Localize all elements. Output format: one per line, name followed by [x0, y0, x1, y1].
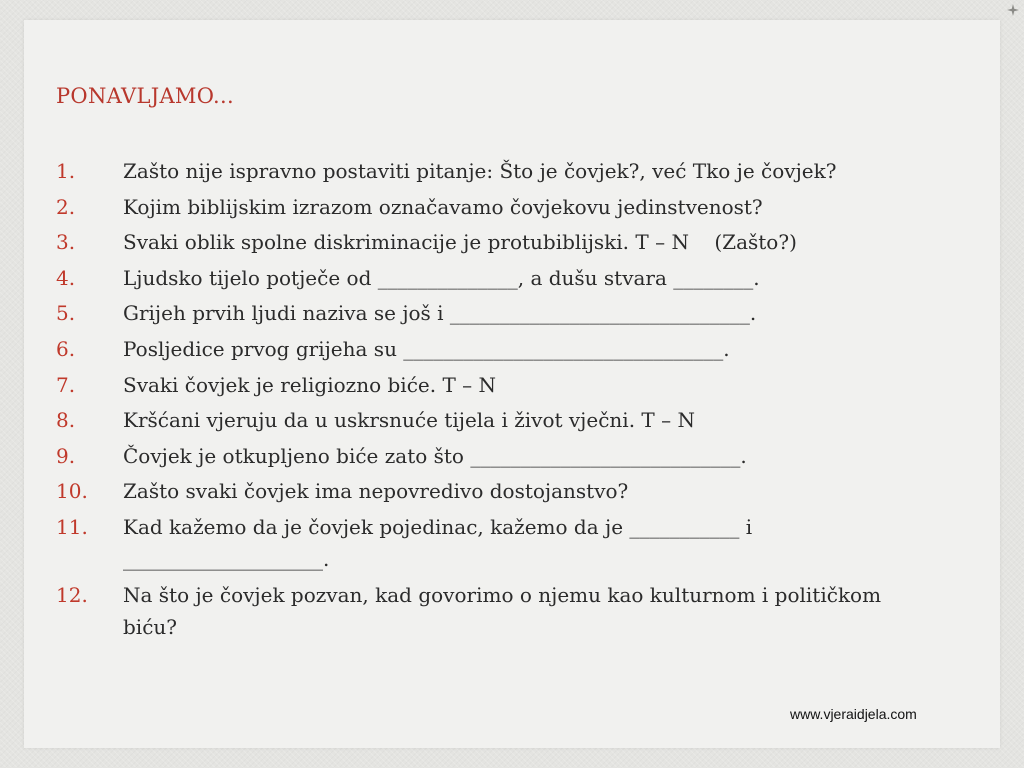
list-item: [56, 155, 936, 187]
item-number: 11.: [56, 514, 88, 539]
list-item: [56, 511, 936, 575]
list-item: [56, 191, 936, 223]
item-number: 10.: [56, 479, 88, 504]
item-number: 1.: [56, 159, 76, 183]
item-text: Grijeh prvih ljudi naziva se još i ______________________________.: [123, 301, 757, 326]
item-number: 3.: [56, 230, 76, 255]
item-number: 6.: [56, 336, 76, 361]
item-text: Svaki oblik spolne diskriminacije je protubiblijski. T – N (Zašto?): [123, 230, 797, 255]
list-item: [56, 404, 936, 436]
list-item: [56, 440, 936, 472]
item-number: 7.: [56, 372, 76, 397]
item-text: Na što je čovjek pozvan, kad govorimo o njemu kao kulturnom i političkom biću?: [123, 582, 882, 639]
list-item: [56, 579, 936, 643]
item-text: Ljudsko tijelo potječe od ______________, a dušu stvara ________.: [123, 265, 760, 290]
list-item: [56, 297, 936, 329]
footer-website-url[interactable]: www.vjeraidjela.com: [790, 706, 917, 722]
item-number: 5.: [56, 301, 76, 326]
four-point-star-icon: [1007, 4, 1019, 16]
item-text: Čovjek je otkupljeno biće zato što ___________________________.: [123, 443, 747, 468]
list-item: [56, 475, 936, 507]
item-text: Posljedice prvog grijeha su ________________________________.: [123, 336, 730, 361]
item-number: 9.: [56, 443, 76, 468]
item-text: Zašto nije ispravno postaviti pitanje: Što je čovjek?, već Tko je čovjek?: [123, 159, 837, 183]
item-text: Kad kažemo da je čovjek pojedinac, kažemo da je ___________ i ____________________.: [123, 514, 753, 571]
item-text: Svaki čovjek je religiozno biće. T – N: [123, 372, 496, 397]
item-number: 2.: [56, 194, 76, 219]
item-number: 8.: [56, 408, 76, 433]
item-text: Zašto svaki čovjek ima nepovredivo dostojanstvo?: [123, 479, 629, 504]
list-item: [56, 369, 936, 401]
question-list: [56, 155, 936, 646]
slide-title: PONAVLJAMO...: [56, 84, 234, 108]
item-text: Kršćani vjeruju da u uskrsnuće tijela i život vječni. T – N: [123, 408, 695, 433]
item-number: 4.: [56, 265, 76, 290]
list-item: [56, 262, 936, 294]
item-text: Kojim biblijskim izrazom označavamo čovjekovu jedinstvenost?: [123, 194, 763, 219]
list-item: [56, 333, 936, 365]
list-item: [56, 226, 936, 258]
item-number: 12.: [56, 582, 88, 607]
